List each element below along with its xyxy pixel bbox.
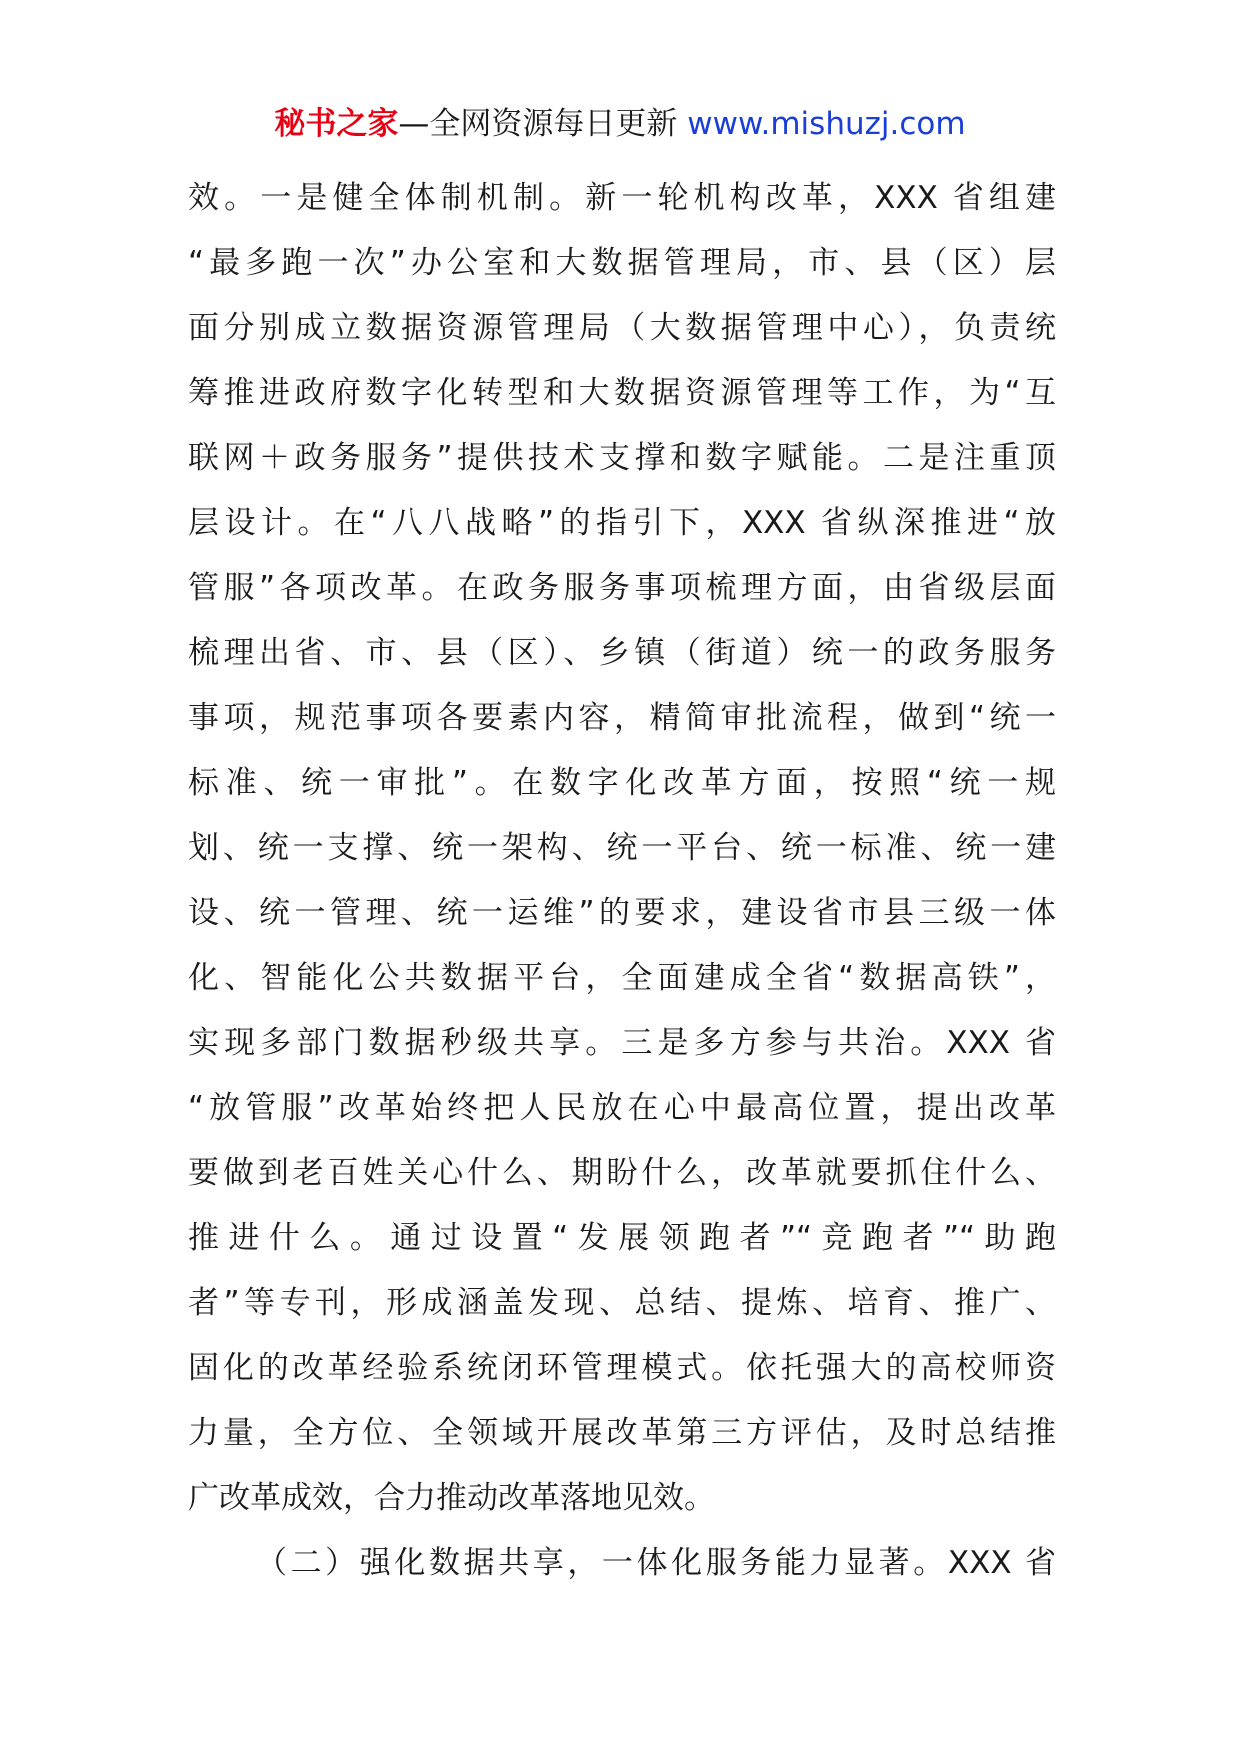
text-line: 管服”各项改革。在政务服务事项梳理方面，由省级层面 bbox=[188, 570, 1056, 606]
text-line: 者”等专刊，形成涵盖发现、总结、提炼、培育、推广、 bbox=[188, 1285, 1056, 1321]
text-line: 要做到老百姓关心什么、期盼什么，改革就要抓住什么、 bbox=[188, 1155, 1056, 1191]
brand-name: 秘书之家 bbox=[274, 106, 399, 142]
site-url-link[interactable]: www.mishuzj.com bbox=[687, 106, 966, 142]
text-line: 标准、统一审批”。在数字化改革方面，按照“统一规 bbox=[188, 765, 1056, 801]
text-line: 层设计。在“八八战略”的指引下，XXX 省纵深推进“放 bbox=[188, 505, 1056, 541]
text-line: 实现多部门数据秒级共享。三是多方参与共治。XXX 省 bbox=[188, 1025, 1056, 1061]
text-line: “最多跑一次”办公室和大数据管理局，市、县（区）层 bbox=[188, 245, 1056, 281]
paragraph bbox=[188, 1531, 1056, 1596]
text-line: 效。一是健全体制机制。新一轮机构改革，XXX 省组建 bbox=[188, 180, 1056, 216]
header-slogan: —全网资源每日更新 bbox=[398, 106, 688, 142]
text-line: 化、智能化公共数据平台，全面建成全省“数据高铁”， bbox=[188, 960, 1056, 996]
text-line: 面分别成立数据资源管理局（大数据管理中心），负责统 bbox=[188, 310, 1056, 346]
text-line: 固化的改革经验系统闭环管理模式。依托强大的高校师资 bbox=[188, 1350, 1056, 1386]
text-line: 梳理出省、市、县（区）、乡镇（街道）统一的政务服务 bbox=[188, 635, 1056, 671]
text-line: 推进什么。通过设置“发展领跑者”“竞跑者”“助跑 bbox=[188, 1220, 1056, 1256]
document-body bbox=[188, 166, 1056, 1596]
text-line: 联网＋政务服务”提供技术支撑和数字赋能。二是注重顶 bbox=[188, 440, 1056, 476]
text-line: 划、统一支撑、统一架构、统一平台、统一标准、统一建 bbox=[188, 830, 1056, 866]
text-line: “放管服”改革始终把人民放在心中最高位置，提出改革 bbox=[188, 1090, 1056, 1126]
text-line: 事项，规范事项各要素内容，精简审批流程，做到“统一 bbox=[188, 700, 1056, 736]
text-line: 广改革成效，合力推动改革落地见效。 bbox=[188, 1480, 715, 1516]
text-line: 设、统一管理、统一运维”的要求，建设省市县三级一体 bbox=[188, 895, 1056, 931]
section-heading-line: （二）强化数据共享，一体化服务能力显著。XXX 省 bbox=[256, 1545, 1056, 1581]
site-header bbox=[0, 104, 1240, 144]
paragraph bbox=[188, 166, 1056, 1531]
text-line: 力量，全方位、全领域开展改革第三方评估，及时总结推 bbox=[188, 1415, 1056, 1451]
text-line: 筹推进政府数字化转型和大数据资源管理等工作，为“互 bbox=[188, 375, 1056, 411]
